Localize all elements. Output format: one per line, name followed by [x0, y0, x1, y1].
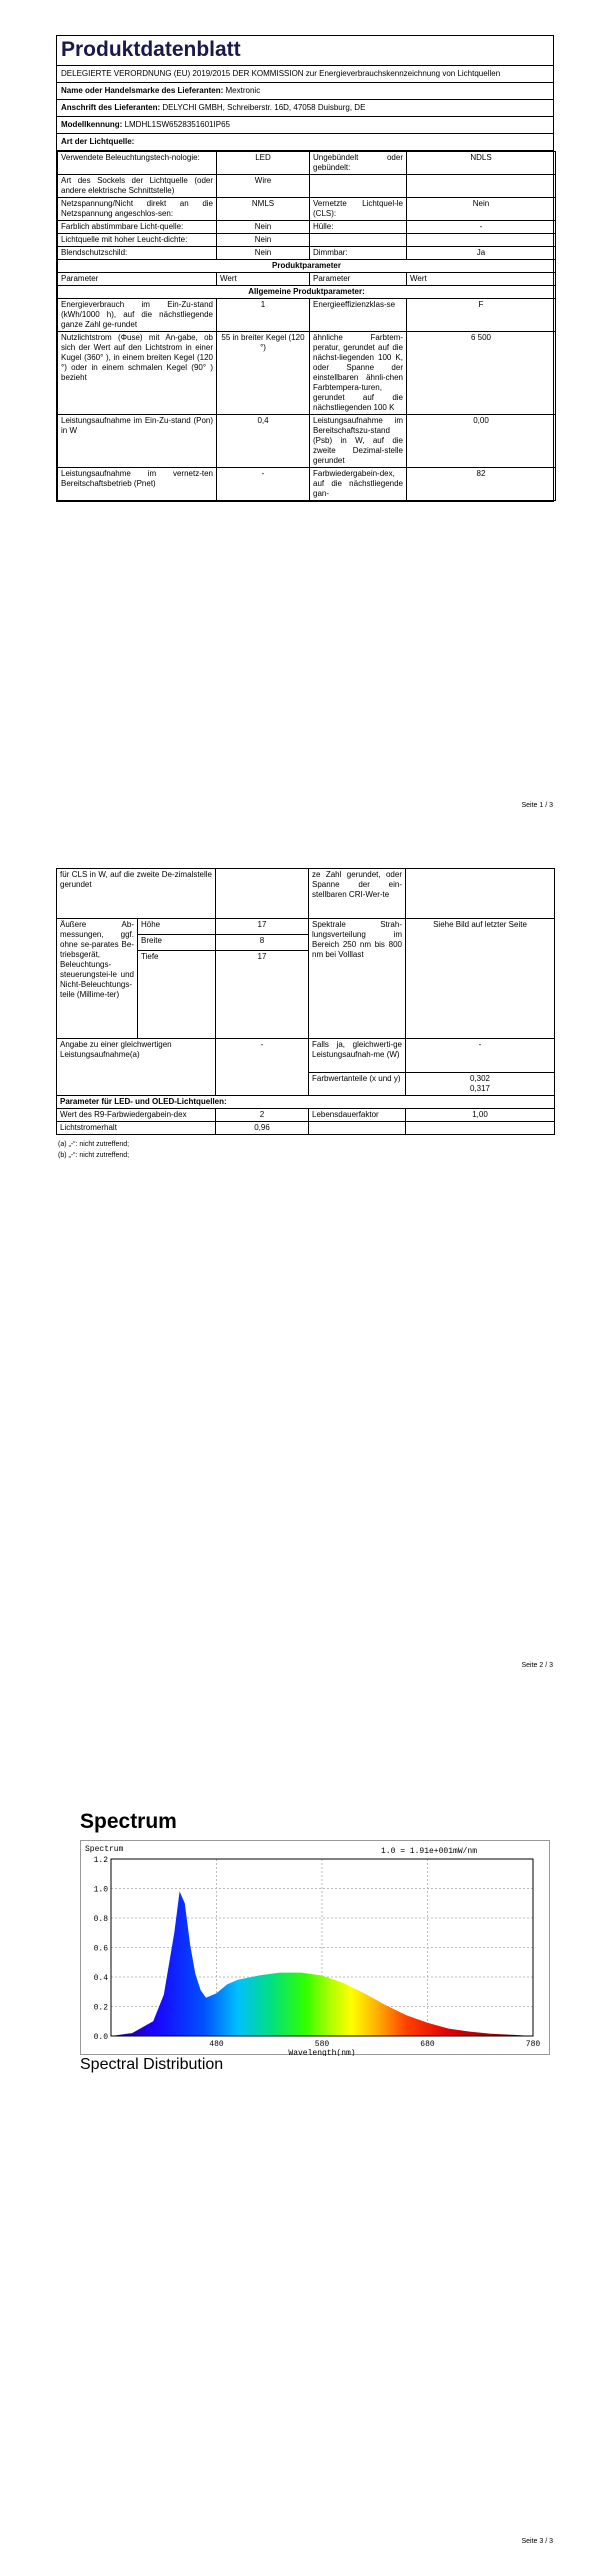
- spectrum-caption: Spectral Distribution: [80, 2056, 224, 2073]
- y-tick-label: 0.6: [93, 1944, 108, 1954]
- dim-depth-label: Tiefe: [138, 951, 216, 1039]
- footnote-b: (b) „-“: nicht zutreffend;: [58, 1152, 130, 1159]
- row-label: Leistungsaufnahme im Ein-Zu-stand (Pon) in W: [58, 415, 217, 468]
- dim-height-value: 17: [216, 919, 309, 935]
- spd-value: Siehe Bild auf letzter Seite: [406, 919, 555, 1039]
- datasheet-table: [56, 35, 554, 502]
- table-row: [58, 152, 556, 175]
- row-value: Ja: [407, 247, 556, 260]
- table-row: [58, 247, 556, 260]
- table-row: [58, 299, 556, 332]
- page-1: [0, 0, 603, 820]
- chart-label: Spectrum: [85, 1845, 124, 1854]
- spectrum-svg: [81, 1841, 551, 2056]
- xy-value-x: 0,302: [469, 1074, 491, 1083]
- table-row: [58, 415, 556, 468]
- r9-value: 2: [216, 1109, 309, 1122]
- led-header: Parameter für LED- und OLED-Lichtquellen:: [57, 1096, 555, 1109]
- y-tick-label: 1.0: [93, 1885, 108, 1895]
- xy-label: Farbwertanteile (x und y): [309, 1073, 406, 1096]
- x-tick-labels: [209, 2040, 540, 2049]
- datasheet-table-continued: [56, 868, 554, 1161]
- row-value: NDLS: [407, 152, 556, 175]
- row-value: Nein: [407, 198, 556, 221]
- row-label: Energieeffizienzklas-se: [310, 299, 407, 332]
- dim-depth-value: 17: [216, 951, 309, 1039]
- col-header-value-2: Wert: [407, 273, 556, 286]
- row-value: 55 in breiter Kegel (120 °): [217, 332, 310, 415]
- row-value: [406, 869, 555, 919]
- spd-label: Spektrale Strah-lungsverteilung im Bereich 250 nm bis 800 nm bei Volllast: [309, 919, 406, 1039]
- maintenance-value: 0,96: [216, 1122, 309, 1135]
- table-row: [58, 234, 556, 247]
- x-axis-label: Wavelength(nm): [288, 2049, 356, 2056]
- row-value: LED: [217, 152, 310, 175]
- model-label: Modellkennung:: [61, 120, 123, 129]
- row-value: Nein: [217, 221, 310, 234]
- type-label: Art der Lichtquelle:: [61, 137, 135, 146]
- equiv2-label: Falls ja, gleichwerti-ge Leistungsaufnah-me (W): [309, 1039, 406, 1073]
- row-label: ze Zahl gerundet, oder Spanne der ein-stellbaren CRI-Wer-te: [309, 869, 406, 919]
- row-label: Leistungsaufnahme im vernetz-ten Bereitschaftsbetrieb (Pnet): [58, 468, 217, 501]
- row-label: Nutzlichtstrom (Φuse) mit An-gabe, ob sich der Wert auf den Lichtstrom in einer Kugel (360° ), in einem breiten Kegel (120 °) oder in einem schmalen Kegel (90° ) bezieht: [58, 332, 217, 415]
- row-label: Blendschutzschild:: [58, 247, 217, 260]
- row-label: Farbwiedergabein-dex, auf die nächstliegende gan-: [310, 468, 407, 501]
- general-header-row: [58, 286, 556, 299]
- row-value: Nein: [217, 247, 310, 260]
- params-header-row: [58, 260, 556, 273]
- row-label: Hülle:: [310, 221, 407, 234]
- row-label: Vernetzte Lichtquel-le (CLS):: [310, 198, 407, 221]
- row-label: Ungebündelt oder gebündelt:: [310, 152, 407, 175]
- empty-cell: [309, 1122, 406, 1135]
- supplier-label: Name oder Handelsmarke des Lieferanten:: [61, 86, 224, 95]
- y-tick-label: 1.2: [93, 1856, 108, 1865]
- row-label: [310, 234, 407, 247]
- footnote-a: (a) „-“: nicht zutreffend;: [58, 1141, 130, 1148]
- row-label: Leistungsaufnahme im Bereitschaftszu-stand (Psb) in W, auf die zweite Dezimal-stelle gerundet: [310, 415, 407, 468]
- table-row: [57, 869, 555, 919]
- table-row: [57, 1122, 555, 1135]
- page-number: Seite 2 / 3: [521, 1662, 553, 1669]
- table-row: [57, 919, 555, 935]
- row-value: NMLS: [217, 198, 310, 221]
- address-label: Anschrift des Lieferanten:: [61, 103, 161, 112]
- table-row: [57, 1039, 555, 1073]
- spectrum-chart: [80, 1840, 550, 2055]
- empty-cell: [406, 1122, 555, 1135]
- footnotes: [56, 1139, 554, 1161]
- y-tick-label: 0.2: [93, 2003, 108, 2013]
- dimensions-label: Äußere Ab-messungen, ggf. ohne se-parates Be-triebsgerät, Beleuchtungs-steuerungstei-le und Nicht-Beleuchtungs-teile (Millime-ter): [57, 919, 138, 1039]
- row-value: [407, 234, 556, 247]
- row-value: F: [407, 299, 556, 332]
- page-number: Seite 3 / 3: [521, 2538, 553, 2545]
- supplier-row: [57, 83, 553, 100]
- table-row: [58, 175, 556, 198]
- row-label: Energieverbrauch im Ein-Zu-stand (kWh/1000 h), auf die nächstliegende ganze Zahl ge-rundet: [58, 299, 217, 332]
- page-2: [0, 860, 603, 1680]
- table-row: [58, 468, 556, 501]
- row-value: 0,00: [407, 415, 556, 468]
- lifetime-value: 1,00: [406, 1109, 555, 1122]
- row-value: Nein: [217, 234, 310, 247]
- x-tick-label: 480: [209, 2040, 224, 2049]
- row-label: Verwendete Beleuchtungstech-nologie:: [58, 152, 217, 175]
- row-value: Wire: [217, 175, 310, 198]
- model-row: [57, 117, 553, 134]
- table-row: [58, 221, 556, 234]
- equiv-label: Angabe zu einer gleichwertigen Leistungsaufnahme(a): [57, 1039, 216, 1096]
- col-header-param-2: Parameter: [310, 273, 407, 286]
- row-value: -: [407, 221, 556, 234]
- page-number: Seite 1 / 3: [521, 802, 553, 809]
- page-title: Produktdatenblatt: [57, 36, 553, 66]
- address-row: [57, 100, 553, 117]
- equiv2-value: -: [406, 1039, 555, 1073]
- dim-height-label: Höhe: [138, 919, 216, 935]
- column-header-row: [58, 273, 556, 286]
- table-row: [57, 1109, 555, 1122]
- col-header-param: Parameter: [58, 273, 217, 286]
- row-label: für CLS in W, auf die zweite De-zimalstelle gerundet: [57, 869, 216, 919]
- x-tick-label: 580: [314, 2040, 330, 2049]
- row-label: Netzspannung/Nicht direkt an die Netzspannung angeschlos-sen:: [58, 198, 217, 221]
- x-tick-label: 680: [420, 2040, 435, 2049]
- spectrum-title: Spectrum: [80, 1810, 177, 1833]
- y-tick-labels: [94, 1856, 109, 2042]
- regulation-intro: DELEGIERTE VERORDNUNG (EU) 2019/2015 DER KOMMISSION zur Energieverbrauchskennzeichnung von Lichtquellen: [57, 66, 553, 83]
- y-tick-label: 0.8: [93, 1915, 108, 1924]
- supplier-value: Mextronic: [225, 86, 261, 95]
- row-label: Lichtquelle mit hoher Leucht-dichte:: [58, 234, 217, 247]
- table-row: [58, 332, 556, 415]
- row-label: Farblich abstimmbare Licht-quelle:: [58, 221, 217, 234]
- dim-width-value: 8: [216, 935, 309, 951]
- lifetime-label: Lebensdauerfaktor: [309, 1109, 406, 1122]
- row-value: [407, 175, 556, 198]
- col-header-value: Wert: [217, 273, 310, 286]
- row-label: ähnliche Farbtem-peratur, gerundet auf die nächst-liegenden 100 K, oder Spanne der einstellbaren ähnli-chen Farbtempera-turen, gerundet auf die nächstliegenden 100 K: [310, 332, 407, 415]
- general-header: Allgemeine Produktparameter:: [58, 286, 556, 299]
- xy-value: [406, 1073, 555, 1096]
- row-value: 1: [217, 299, 310, 332]
- dimensions-table: [56, 868, 555, 1135]
- row-value: 0,4: [217, 415, 310, 468]
- equiv-value: -: [216, 1039, 309, 1096]
- type-row: [57, 134, 553, 151]
- row-value: -: [217, 468, 310, 501]
- page-3: [0, 1760, 603, 2560]
- r9-label: Wert des R9-Farbwiedergabein-dex: [57, 1109, 216, 1122]
- led-header-row: [57, 1096, 555, 1109]
- params-header: Produktparameter: [58, 260, 556, 273]
- maintenance-label: Lichtstromerhalt: [57, 1122, 216, 1135]
- xy-value-y: 0,317: [469, 1084, 491, 1093]
- x-tick-label: 780: [525, 2040, 541, 2049]
- y-tick-label: 0.0: [93, 2033, 108, 2042]
- lightsource-table: [57, 151, 556, 501]
- row-label: Dimmbar:: [310, 247, 407, 260]
- table-row: [58, 198, 556, 221]
- dim-width-label: Breite: [138, 935, 216, 951]
- row-value: 6 500: [407, 332, 556, 415]
- address-value: DELYCHI GMBH, Schreiberstr. 16D, 47058 Duisburg, DE: [162, 103, 366, 112]
- row-label: Art des Sockels der Lichtquelle (oder andere elektrische Schnittstelle): [58, 175, 217, 198]
- row-value: 82: [407, 468, 556, 501]
- chart-scale: 1.0 = 1.91e+001mW/nm: [381, 1847, 478, 1856]
- y-tick-label: 0.4: [93, 1974, 108, 1983]
- row-value: [216, 869, 309, 919]
- model-value: LMDHL1SW6528351601IP65: [124, 120, 230, 129]
- row-label: [310, 175, 407, 198]
